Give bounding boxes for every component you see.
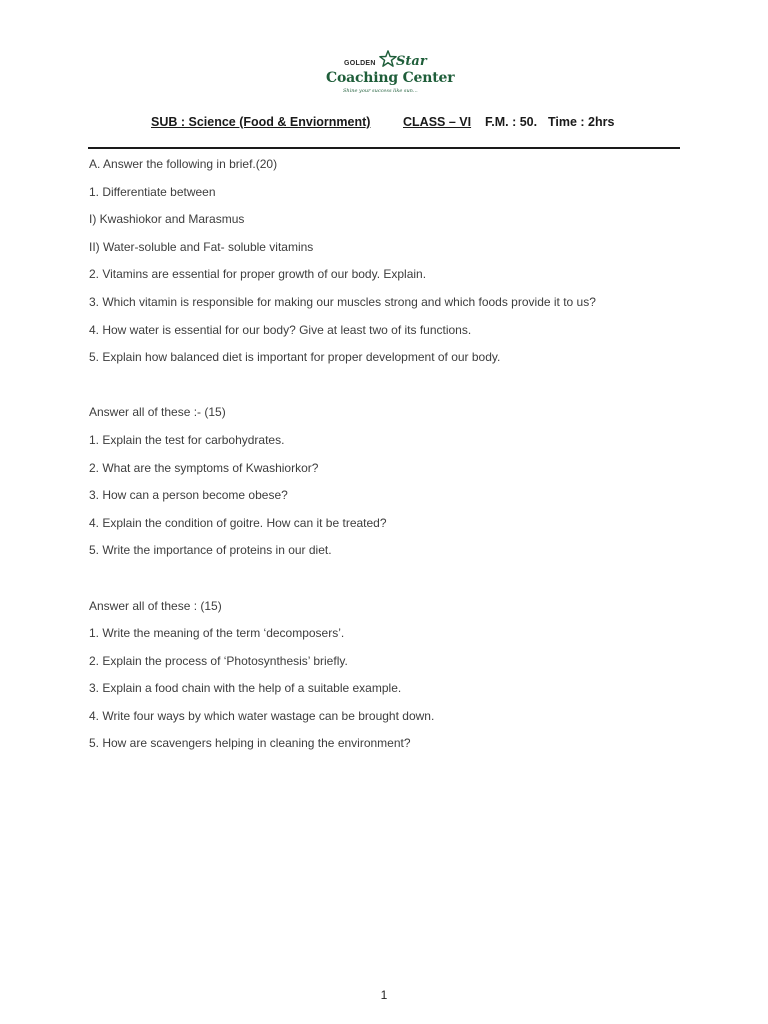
logo-tagline: Shine your success like sun... [343, 88, 418, 94]
section-spacer [89, 372, 689, 400]
question-item: II) Water-soluble and Fat- soluble vitamins [89, 239, 314, 254]
time-label: Time : 2hrs [548, 115, 615, 129]
question-item: 2. What are the symptoms of Kwashiorkor? [89, 460, 319, 475]
section-heading: Answer all of these : (15) [89, 598, 222, 613]
question-paper-body [89, 151, 689, 758]
question-item: 5. Write the importance of proteins in our diet. [89, 543, 332, 558]
section-heading: Answer all of these :- (15) [89, 405, 226, 420]
question-item: I) Kwashiokor and Marasmus [89, 212, 245, 227]
question-item: 2. Explain the process of ‘Photosynthesis’ briefly. [89, 653, 348, 668]
question-item: 2. Vitamins are essential for proper growth of our body. Explain. [89, 267, 427, 282]
star-icon [379, 50, 397, 68]
logo-center-name: Coaching Center [326, 70, 455, 86]
subject-label: SUB : Science (Food & Enviornment) [151, 115, 371, 129]
logo-star-text: Star [396, 54, 427, 69]
question-item: 5. Explain how balanced diet is important for proper development of our body. [89, 350, 501, 365]
logo-golden-text: GOLDEN [344, 60, 376, 67]
section-c [89, 593, 689, 759]
section-a [89, 151, 689, 372]
class-label: CLASS – VI [403, 115, 472, 129]
page-number: 1 [380, 988, 388, 1002]
full-marks-label: F.M. : 50. [485, 115, 538, 129]
question-item: 4. Write four ways by which water wastage can be brought down. [89, 708, 435, 723]
question-item: 1. Differentiate between [89, 184, 216, 199]
section-spacer [89, 565, 689, 593]
question-item: 1. Write the meaning of the term ‘decomposers’. [89, 626, 345, 641]
section-b [89, 399, 689, 565]
question-item: 1. Explain the test for carbohydrates. [89, 432, 285, 447]
question-item: 4. How water is essential for our body? Give at least two of its functions. [89, 322, 472, 337]
header-divider [88, 147, 680, 149]
exam-header [88, 115, 680, 135]
question-item: 4. Explain the condition of goitre. How can it be treated? [89, 515, 387, 530]
coaching-center-logo [318, 48, 455, 98]
question-item: 5. How are scavengers helping in cleaning the environment? [89, 736, 411, 751]
question-item: 3. Which vitamin is responsible for making our muscles strong and which foods provide it to us? [89, 294, 596, 309]
question-item: 3. How can a person become obese? [89, 488, 288, 503]
question-item: 3. Explain a food chain with the help of a suitable example. [89, 681, 402, 696]
section-heading: A. Answer the following in brief.(20) [89, 157, 278, 171]
